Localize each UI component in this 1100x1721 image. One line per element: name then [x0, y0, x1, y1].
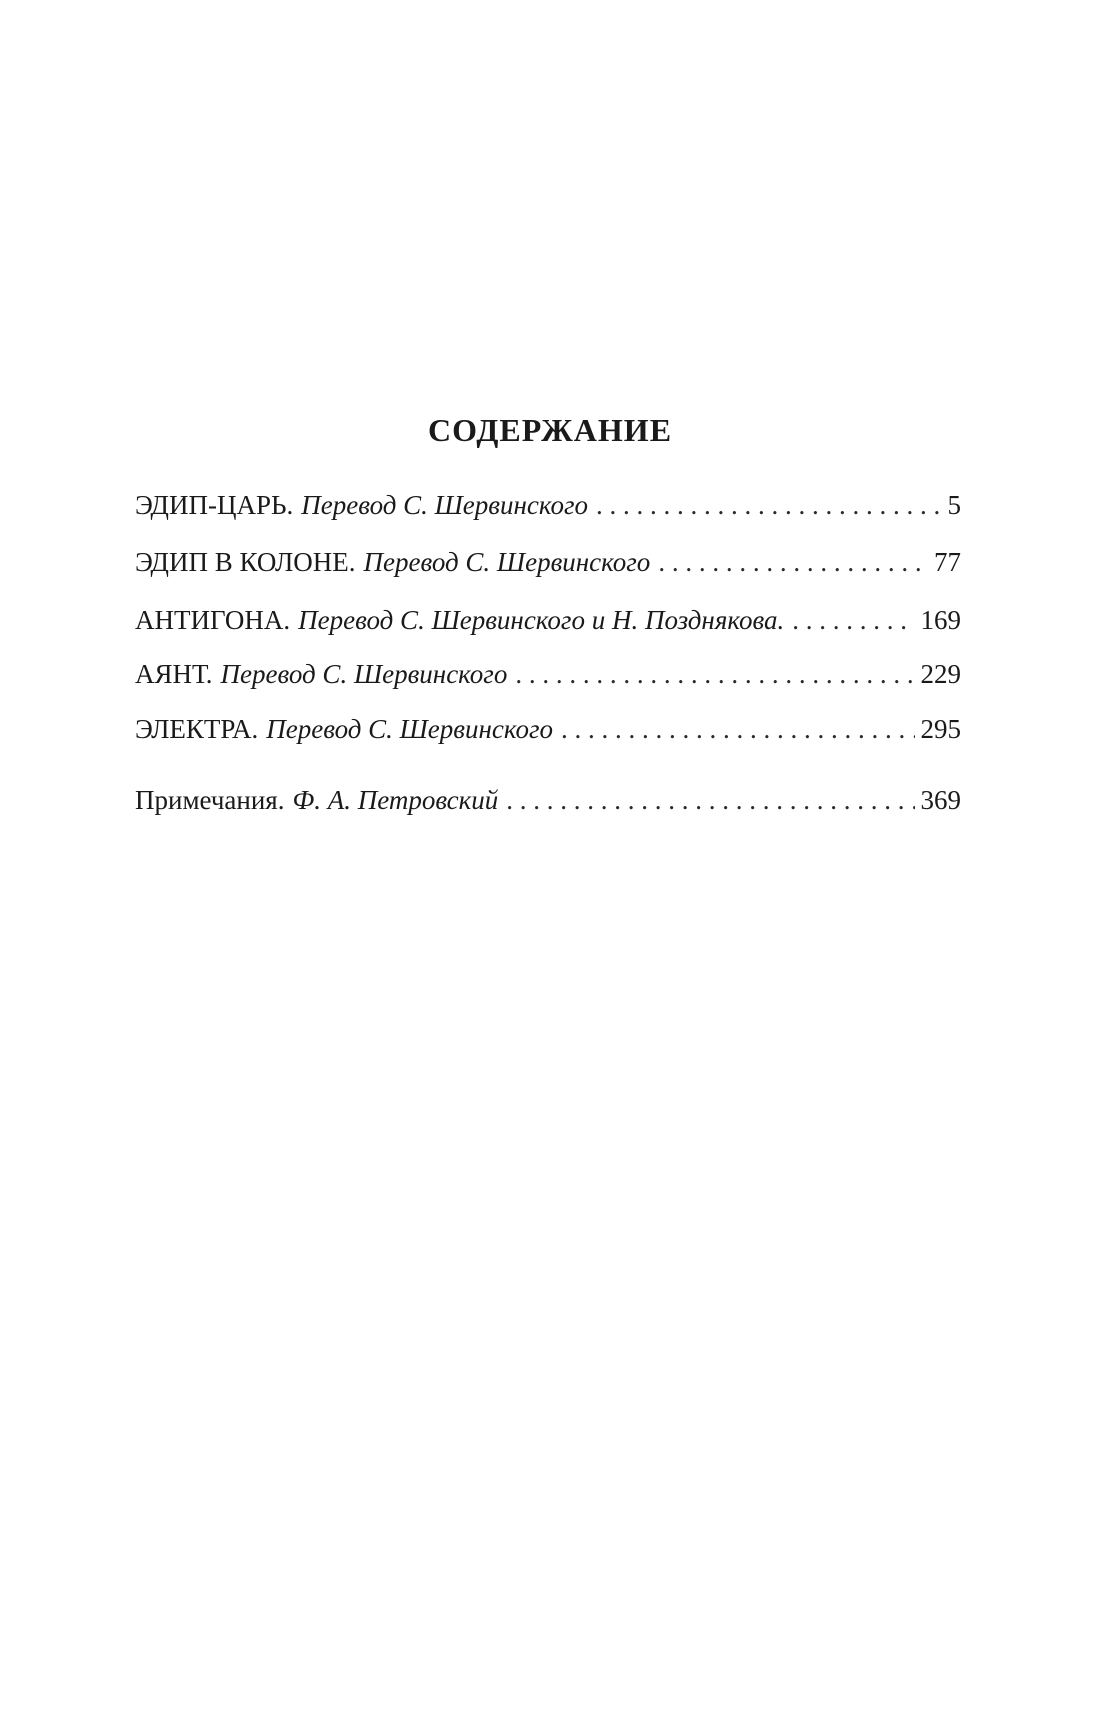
toc-work-title: ЭЛЕКТРА. — [135, 714, 259, 744]
dot-leader — [596, 488, 941, 522]
dot-leader — [561, 712, 914, 746]
toc-page-number: 77 — [934, 547, 961, 577]
toc-entry-oedipus-rex — [135, 488, 961, 522]
dot-leader — [506, 783, 914, 817]
toc-work-title: ЭДИП-ЦАРЬ. — [135, 490, 294, 520]
toc-work-title: ЭДИП В КОЛОНЕ. — [135, 547, 356, 577]
dot-leader — [515, 657, 914, 691]
toc-work-title: Примечания. — [135, 785, 285, 815]
toc-entry-ajax — [135, 657, 961, 691]
toc-page-number: 295 — [920, 714, 961, 744]
toc-translator: Перевод С. Шервинского — [301, 490, 589, 520]
dot-leader — [658, 545, 928, 579]
toc-translator: Ф. А. Петровский — [292, 785, 499, 815]
toc-page-number: 169 — [920, 605, 961, 635]
toc-translator: Перевод С. Шервинского и Н. Позднякова. — [298, 605, 785, 635]
toc-title: СОДЕРЖАНИЕ — [427, 412, 673, 448]
toc-translator: Перевод С. Шервинского — [266, 714, 554, 744]
toc-work-title: АЯНТ. — [135, 659, 213, 689]
toc-translator: Перевод С. Шервинского — [363, 547, 651, 577]
toc-entry-electra — [135, 712, 961, 746]
dot-leader — [792, 603, 914, 637]
toc-entry-antigone — [135, 603, 961, 637]
toc-entry-notes — [135, 783, 961, 817]
toc-work-title: АНТИГОНА. — [135, 605, 291, 635]
toc-page-number: 5 — [947, 490, 961, 520]
toc-page-number: 369 — [920, 785, 961, 815]
toc-entry-oedipus-at-colonus — [135, 545, 961, 579]
toc-page-number: 229 — [920, 659, 961, 689]
toc-translator: Перевод С. Шервинского — [220, 659, 508, 689]
